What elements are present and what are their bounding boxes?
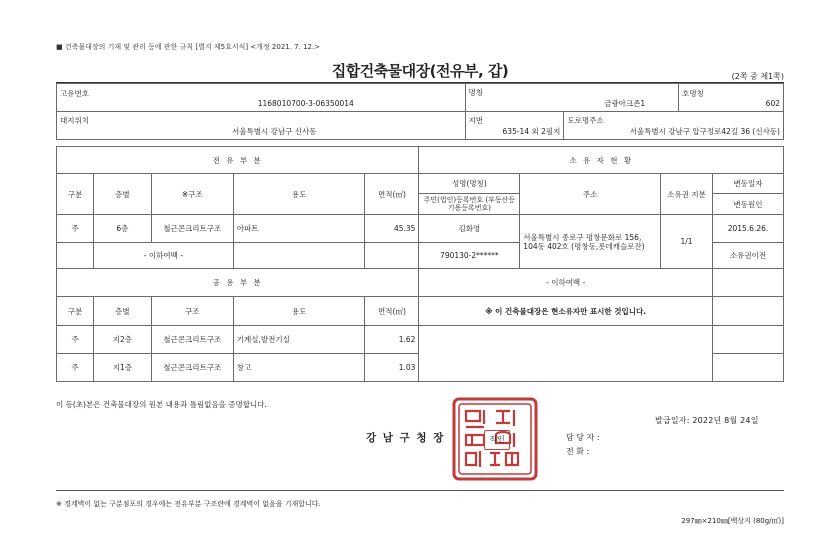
- ho-value: 602: [765, 98, 780, 108]
- owner-header-name: 성명(명칭): [419, 174, 520, 194]
- common-row-area: 1.03: [365, 354, 419, 382]
- road-cell: [564, 112, 784, 140]
- paper-spec: 297㎜×210㎜[백상지 (80g/㎡)]: [681, 517, 784, 525]
- exclusive-row-struct: 철근콘크리트구조: [151, 215, 233, 243]
- owner-section-title: 소 유 자 현 황: [419, 147, 784, 174]
- owner-notice: ※ 이 건축물대장은 현소유자만 표시한 것입니다.: [419, 297, 713, 326]
- owner-row-name: 김화영: [419, 215, 520, 243]
- basic-info-table: [56, 83, 784, 140]
- owner-header-change-date: 변동일자: [712, 174, 783, 194]
- exclusive-header-div: 구분: [57, 174, 94, 215]
- common-row-use: 창고: [233, 354, 365, 382]
- owner-end-mark: - 이하여백 -: [419, 269, 713, 297]
- form-regulation-note: ■ 건축물대장의 기재 및 관리 등에 관한 규칙 [별지 제5호서식] <개정 2021. 7. 12.>: [56, 43, 321, 51]
- common-header-use: 용도: [233, 297, 365, 326]
- certification-statement: 이 등(초)본은 건축물대장의 원본 내용과 틀림없음을 증명합니다.: [56, 400, 267, 409]
- exclusive-row-floor: 6층: [93, 215, 151, 243]
- owner-row-share: 1/1: [661, 215, 713, 269]
- unique-no-cell: [57, 84, 466, 112]
- owner-row-addr: 서울특별시 종로구 평창문화로 156, 104동 402호 (평창동,롯데캐슬로잔): [520, 215, 661, 269]
- lot-value: 635-14 외 2필지: [502, 126, 561, 136]
- unique-no-value: 1168010700-3-06350014: [257, 98, 354, 108]
- exclusive-header-area: 면적(㎡): [365, 174, 419, 215]
- common-header-div: 구분: [57, 297, 94, 326]
- exclusive-row-area: 45.35: [365, 215, 419, 243]
- common-row-div: 주: [57, 326, 94, 354]
- name-cell: [465, 84, 679, 112]
- lot-label: 지번: [468, 115, 484, 125]
- owner-row-change-reason: 소유권이전: [712, 243, 783, 269]
- exclusive-header-use: 용도: [233, 174, 365, 215]
- site-value: 서울특별시 강남구 신사동: [232, 126, 317, 136]
- owner-header-change-reason: 변동원인: [712, 194, 783, 215]
- common-section-title: 공 용 부 분: [57, 269, 419, 297]
- exclusive-header-struct: ※구조: [151, 174, 233, 215]
- issuing-office: 강 남 구 청 장: [366, 432, 445, 444]
- road-value: 서울특별시 강남구 압구정로42길 36 (신사동): [629, 126, 780, 136]
- common-row-floor: 지2층: [93, 326, 151, 354]
- exclusive-row-div: 주: [57, 215, 94, 243]
- common-header-struct: 구조: [151, 297, 233, 326]
- lot-cell: [465, 112, 564, 140]
- owner-header-addr: 주소: [520, 174, 661, 215]
- common-row-div: 주: [57, 354, 94, 382]
- page-number: (2쪽 중 제1쪽): [731, 72, 784, 81]
- common-row-use: 기계실,발전기실: [233, 326, 365, 354]
- owner-row-id: 790130-2******: [419, 243, 520, 269]
- ho-cell: [679, 84, 784, 112]
- owner-header-share: 소유권 지분: [661, 174, 713, 215]
- contact-phone: 전 화 :: [566, 447, 590, 456]
- exclusive-row-use: 아파트: [233, 215, 365, 243]
- name-label: 명칭: [468, 87, 484, 97]
- exclusive-section-title: 전 유 부 분: [57, 147, 419, 174]
- document-title: 집합건축물대장(전유부, 갑): [331, 62, 509, 80]
- common-header-area: 면적(㎡): [365, 297, 419, 326]
- footer-divider: [56, 490, 784, 491]
- road-label: 도로명주소: [567, 115, 604, 125]
- common-row-struct: 철근콘크리트구조: [151, 326, 233, 354]
- site-cell: [57, 112, 466, 140]
- owner-header-id: 주민(법인)등록번호 (부동산등기용등록번호): [419, 194, 520, 215]
- name-value: 금광아크존1: [604, 98, 646, 108]
- common-row-area: 1.62: [365, 326, 419, 354]
- contact-person: 담 당 자 :: [566, 433, 600, 442]
- footer-note: ※ 경계벽이 없는 구분점포의 경우에는 전유부분 구조란에 경계벽이 없음을 기재합니다.: [56, 500, 321, 508]
- common-row-floor: 지1층: [93, 354, 151, 382]
- exclusive-end-mark: - 이하여백 -: [93, 243, 233, 269]
- seal-label: 직인: [484, 430, 510, 450]
- exclusive-header-floor: 층별: [93, 174, 151, 215]
- common-header-floor: 층별: [93, 297, 151, 326]
- ownership-table: [56, 146, 784, 382]
- owner-row-change-date: 2015.6.26.: [712, 215, 783, 243]
- unique-no-label: 고유번호: [60, 88, 89, 98]
- common-row-struct: 철근콘크리트구조: [151, 354, 233, 382]
- site-label: 대지위치: [60, 115, 89, 125]
- issue-date: 발급일자: 2022년 8월 24일: [655, 416, 759, 425]
- ho-label: 호명칭: [682, 88, 704, 98]
